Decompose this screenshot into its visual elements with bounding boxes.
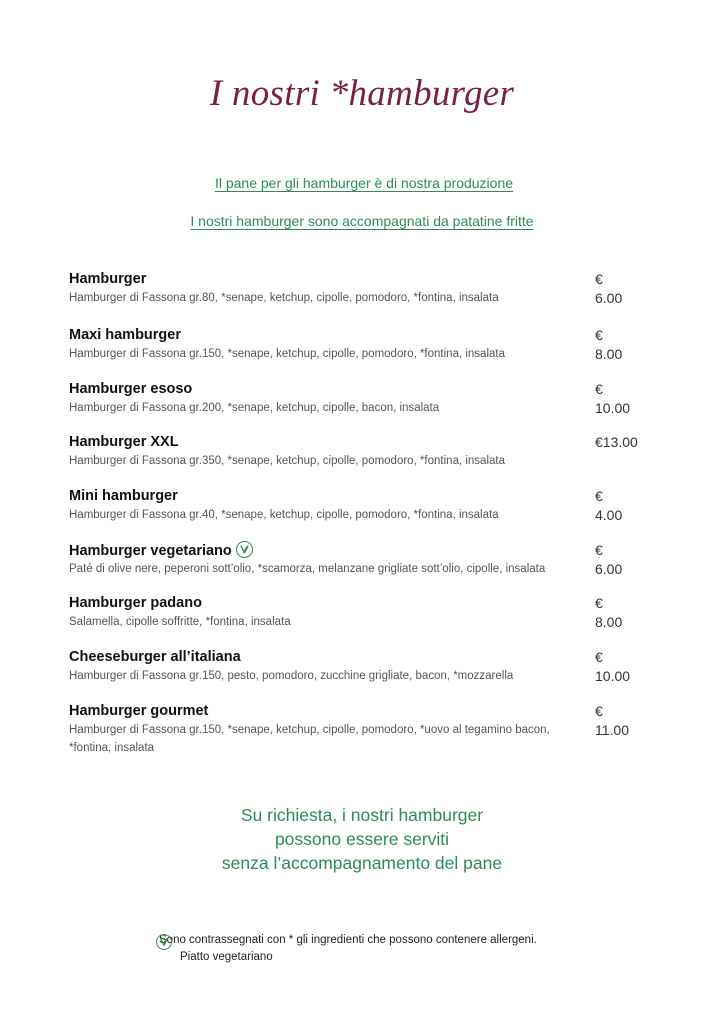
vegetarian-leaf-icon: [156, 934, 172, 950]
menu-item: [69, 541, 623, 578]
item-description: Hamburger di Fassona gr.200, *senape, ketchup, cipolle, bacon, insalata: [69, 402, 440, 414]
menu-item: [69, 326, 623, 363]
bread-note: Il pane per gli hamburger è di nostra produzione: [214, 175, 514, 191]
menu-item: [69, 433, 638, 470]
item-price: € 4.00: [595, 488, 623, 523]
menu-item: [69, 380, 631, 417]
footnote: [156, 932, 537, 966]
item-price: € 8.00: [595, 595, 623, 630]
item-description: Hamburger di Fassona gr.350, *senape, ketchup, cipolle, pomodoro, *fontina, insalata: [69, 455, 505, 467]
item-description: Salamella, cipolle soffritte, *fontina, insalata: [69, 616, 291, 628]
item-description: Paté di olive nere, peperoni sott’olio, *scamorza, melanzane grigliate sott’olio, cipolle, insalata: [69, 563, 546, 575]
item-name: Maxi hamburger: [69, 327, 181, 343]
item-name: Hamburger padano: [69, 595, 202, 611]
closing-line: possono essere serviti: [274, 829, 450, 849]
item-price: € 11.00: [595, 703, 629, 738]
menu-item: [69, 270, 623, 307]
item-name: Hamburger vegetariano: [69, 543, 232, 559]
closing-line: Su richiesta, i nostri hamburger: [240, 805, 484, 825]
closing-line: senza l’accompagnamento del pane: [221, 853, 503, 873]
allergen-note: Sono contrassegnati con * gli ingredienti che possono contenere allergeni.: [159, 934, 537, 946]
item-description: Hamburger di Fassona gr.150, pesto, pomodoro, zucchine grigliate, bacon, *mozzarella: [69, 670, 514, 682]
bread-optional-note: [0, 803, 724, 875]
vegetarian-leaf-icon: [236, 541, 253, 558]
menu-item: [69, 648, 631, 685]
item-name: Cheeseburger all’italiana: [69, 649, 241, 665]
item-name: Hamburger esoso: [69, 381, 193, 397]
item-price: € 10.00: [595, 381, 631, 416]
item-description: Hamburger di Fassona gr.150, *senape, ketchup, cipolle, pomodoro, *fontina, insalata: [69, 348, 505, 360]
menu-item: [69, 702, 629, 757]
item-price: €13.00: [595, 434, 638, 450]
item-name-row: [69, 541, 609, 560]
menu-title: I nostri *hamburger: [209, 73, 515, 114]
item-description: Hamburger di Fassona gr.80, *senape, ketchup, cipolle, pomodoro, *fontina, insalata: [69, 292, 499, 304]
menu-item: [69, 487, 623, 524]
item-name: Hamburger XXL: [69, 434, 179, 450]
item-name: Hamburger: [69, 271, 147, 287]
item-name: Hamburger gourmet: [69, 703, 209, 719]
item-price: € 8.00: [595, 327, 623, 362]
item-name: Mini hamburger: [69, 488, 178, 504]
fries-note: I nostri hamburger sono accompagnati da patatine fritte: [190, 213, 534, 229]
item-price: € 10.00: [595, 649, 631, 684]
item-price: € 6.00: [595, 542, 623, 577]
item-description: Hamburger di Fassona gr.40, *senape, ketchup, cipolle, pomodoro, *fontina, insalata: [69, 509, 499, 521]
item-description: Hamburger di Fassona gr.150, *senape, ketchup, cipolle, pomodoro, *uovo al tegamino bacon, *fontina, insalata: [69, 724, 550, 754]
vegetarian-legend: Piatto vegetariano: [180, 951, 273, 963]
menu-item: [69, 594, 623, 631]
item-price: € 6.00: [595, 271, 623, 306]
